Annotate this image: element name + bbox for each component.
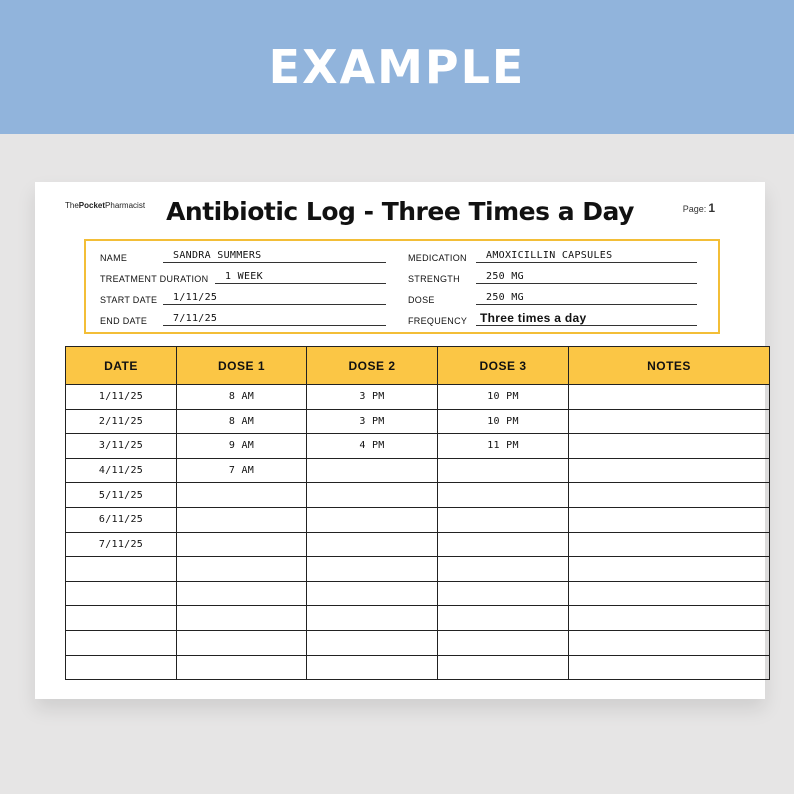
notes-cell [569, 655, 770, 680]
header-dose-3: DOSE 3 [438, 347, 569, 385]
header-date: DATE [66, 347, 177, 385]
log-sheet [35, 182, 765, 699]
date-cell [66, 606, 177, 631]
dose-log-table [65, 346, 770, 680]
strength-label: STRENGTH [408, 274, 460, 284]
duration-row [100, 268, 386, 284]
banner [0, 0, 794, 134]
table-row [66, 557, 770, 582]
notes-cell [569, 458, 770, 483]
dose-1-cell [177, 606, 307, 631]
medication-row [408, 247, 697, 263]
dose-3-cell [438, 532, 569, 557]
notes-cell [569, 606, 770, 631]
start-date-label: START DATE [100, 295, 158, 305]
dose-1-cell: 8 AM [177, 409, 307, 434]
name-row [100, 247, 386, 263]
notes-cell [569, 557, 770, 582]
dose-2-cell [307, 581, 438, 606]
end-date-row [100, 310, 386, 326]
notes-cell [569, 483, 770, 508]
table-row [66, 434, 770, 459]
patient-info-box [84, 239, 720, 334]
dose-1-cell: 9 AM [177, 434, 307, 459]
notes-cell [569, 409, 770, 434]
date-cell: 3/11/25 [66, 434, 177, 459]
document-title: Antibiotic Log - Three Times a Day [166, 197, 634, 226]
date-cell: 2/11/25 [66, 409, 177, 434]
medication-value: AMOXICILLIN CAPSULES [476, 249, 697, 263]
header-notes: NOTES [569, 347, 770, 385]
table-row [66, 409, 770, 434]
table-body [66, 385, 770, 680]
table-row [66, 385, 770, 410]
date-cell: 7/11/25 [66, 532, 177, 557]
strength-value: 250 MG [476, 270, 697, 284]
frequency-value: Three times a day [476, 312, 697, 326]
dose-2-cell: 4 PM [307, 434, 438, 459]
dose-1-cell [177, 507, 307, 532]
date-cell: 1/11/25 [66, 385, 177, 410]
duration-value: 1 WEEK [215, 270, 386, 284]
table-row [66, 606, 770, 631]
date-cell [66, 581, 177, 606]
page-label: Page: [682, 204, 707, 214]
header-dose-2: DOSE 2 [307, 347, 438, 385]
dose-3-cell [438, 655, 569, 680]
dose-1-cell [177, 557, 307, 582]
notes-cell [569, 532, 770, 557]
date-cell: 4/11/25 [66, 458, 177, 483]
notes-cell [569, 385, 770, 410]
dose-value: 250 MG [476, 291, 697, 305]
notes-cell [569, 630, 770, 655]
frequency-label: FREQUENCY [408, 316, 468, 326]
frequency-row [408, 310, 697, 326]
table-row [66, 458, 770, 483]
dose-2-cell [307, 458, 438, 483]
start-date-value: 1/11/25 [163, 291, 386, 305]
dose-3-cell [438, 606, 569, 631]
brand-bold: Pocket [78, 201, 106, 210]
dose-3-cell [438, 483, 569, 508]
dose-2-cell [307, 557, 438, 582]
end-date-value: 7/11/25 [163, 312, 386, 326]
dose-3-cell [438, 458, 569, 483]
dose-2-cell: 3 PM [307, 409, 438, 434]
notes-cell [569, 434, 770, 459]
dose-3-cell: 11 PM [438, 434, 569, 459]
dose-3-cell [438, 557, 569, 582]
dose-1-cell [177, 655, 307, 680]
table-row [66, 630, 770, 655]
table-row [66, 532, 770, 557]
dose-3-cell [438, 630, 569, 655]
dose-2-cell [307, 507, 438, 532]
table-header-row [66, 347, 770, 385]
notes-cell [569, 507, 770, 532]
dose-1-cell [177, 483, 307, 508]
dose-1-cell [177, 532, 307, 557]
dose-2-cell [307, 655, 438, 680]
dose-2-cell [307, 630, 438, 655]
dose-3-cell [438, 507, 569, 532]
page-number: 1 [708, 201, 715, 215]
dose-1-cell: 7 AM [177, 458, 307, 483]
banner-title: EXAMPLE [268, 40, 526, 94]
table-row [66, 507, 770, 532]
dose-3-cell: 10 PM [438, 409, 569, 434]
notes-cell [569, 581, 770, 606]
brand-suffix: Pharmacist [105, 201, 146, 210]
dose-1-cell: 8 AM [177, 385, 307, 410]
dose-label: DOSE [408, 295, 435, 305]
end-date-label: END DATE [100, 316, 148, 326]
dose-1-cell [177, 630, 307, 655]
dose-2-cell: 3 PM [307, 385, 438, 410]
dose-3-cell [438, 581, 569, 606]
date-cell: 5/11/25 [66, 483, 177, 508]
table-row [66, 655, 770, 680]
name-label: NAME [100, 253, 128, 263]
page-indicator [683, 201, 715, 215]
start-date-row [100, 289, 386, 305]
strength-row [408, 268, 697, 284]
dose-1-cell [177, 581, 307, 606]
date-cell: 6/11/25 [66, 507, 177, 532]
dose-2-cell [307, 532, 438, 557]
date-cell [66, 630, 177, 655]
date-cell [66, 655, 177, 680]
name-value: SANDRA SUMMERS [163, 249, 386, 263]
dose-row [408, 289, 697, 305]
duration-label: TREATMENT DURATION [100, 274, 209, 284]
date-cell [66, 557, 177, 582]
dose-2-cell [307, 606, 438, 631]
medication-label: MEDICATION [408, 253, 467, 263]
dose-3-cell: 10 PM [438, 385, 569, 410]
brand-prefix: The [65, 201, 79, 210]
dose-2-cell [307, 483, 438, 508]
table-row [66, 483, 770, 508]
header-dose-1: DOSE 1 [177, 347, 307, 385]
table-row [66, 581, 770, 606]
